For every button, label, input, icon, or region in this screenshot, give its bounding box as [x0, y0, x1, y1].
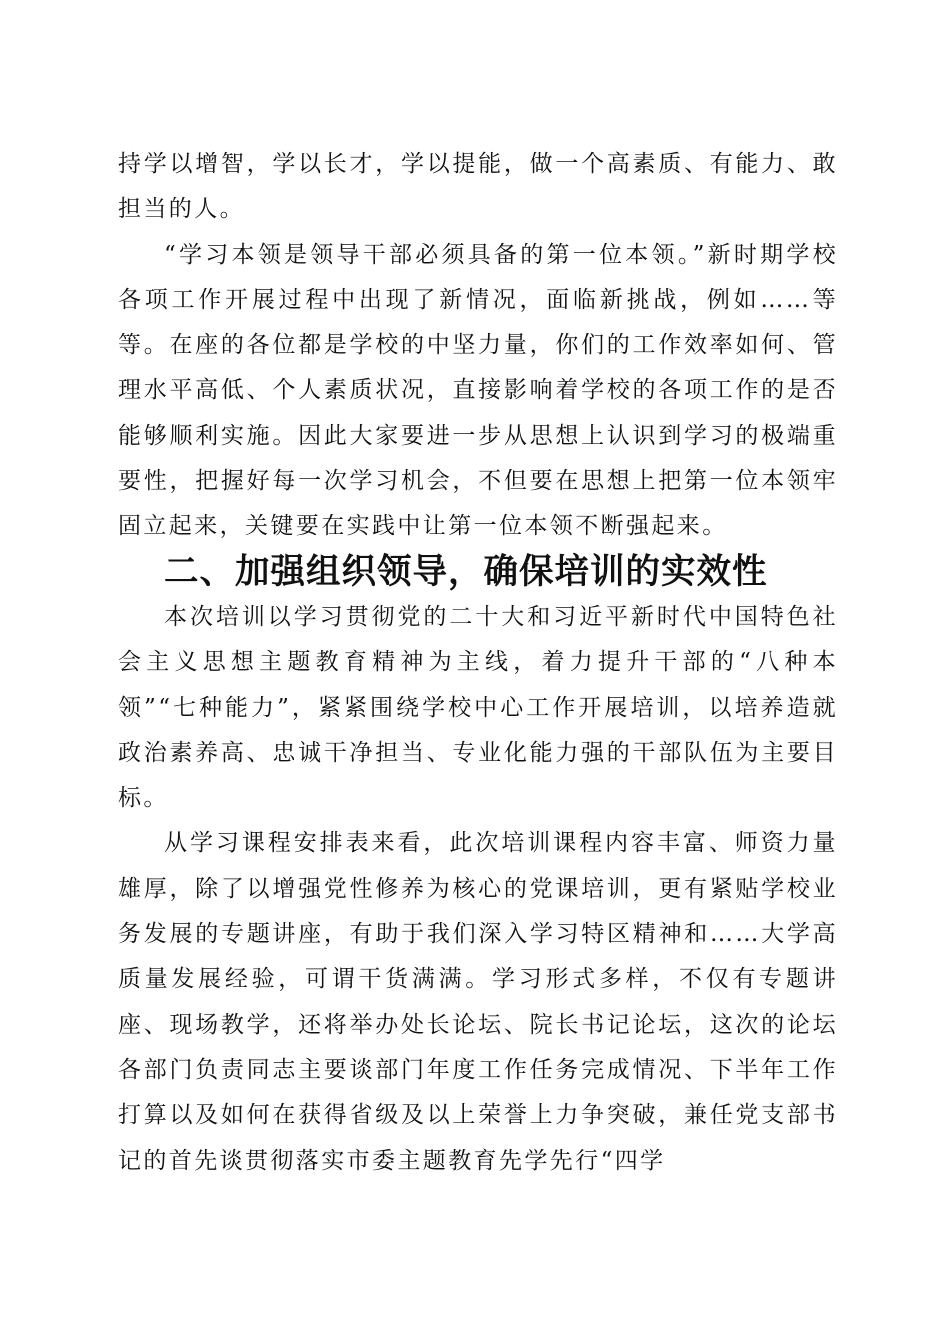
paragraph-learning-skill: “学习本领是领导干部必须具备的第一位本领。”新时期学校各项工作开展过程中出现了新情况，面临新挑战，例如……等等。在座的各位都是学校的中坚力量，你们的工作效率如何、管理水平高低、个人素质状况，直接影响着学校的各项工作的是否能够顺利实施。因此大家要进一步从思想上认识到学习的极端重要性，把握好每一次学习机会，不但要在思想上把第一位本领牢固立起来，关键要在实践中让第一位本领不断强起来。: [118, 241, 838, 540]
paragraph-training-goal: 本次培训以学习贯彻党的二十大和习近平新时代中国特色社会主义思想主题教育精神为主线，着力提升干部的“八种本领”“七种能力”，紧紧围绕学校中心工作开展培训，以培养造就政治素养高、忠诚干净担当、专业化能力强的干部队伍为主要目标。: [118, 603, 838, 812]
paragraph-course-arrangement: 从学习课程安排表来看，此次培训课程内容丰富、师资力量雄厚，除了以增强党性修养为核心的党课培训，更有紧贴学校业务发展的专题讲座，有助于我们深入学习特区精神和……大学高质量发展经验，可谓干货满满。学习形式多样，不仅有专题讲座、现场教学，还将举办处长论坛、院长书记论坛，这次的论坛各部门负责同志主要谈部门年度工作任务完成情况、下半年工作打算以及如何在获得省级及以上荣誉上力争突破，兼任党支部书记的首先谈贯彻落实市委主题教育先学先行“四学: [118, 830, 838, 1174]
paragraph-continued: 持学以增智，学以长才，学以提能，做一个高素质、有能力、敢担当的人。: [118, 151, 838, 223]
document-body: [118, 142, 838, 1184]
section-heading: 二、加强组织领导，确保培训的实效性: [164, 551, 768, 592]
